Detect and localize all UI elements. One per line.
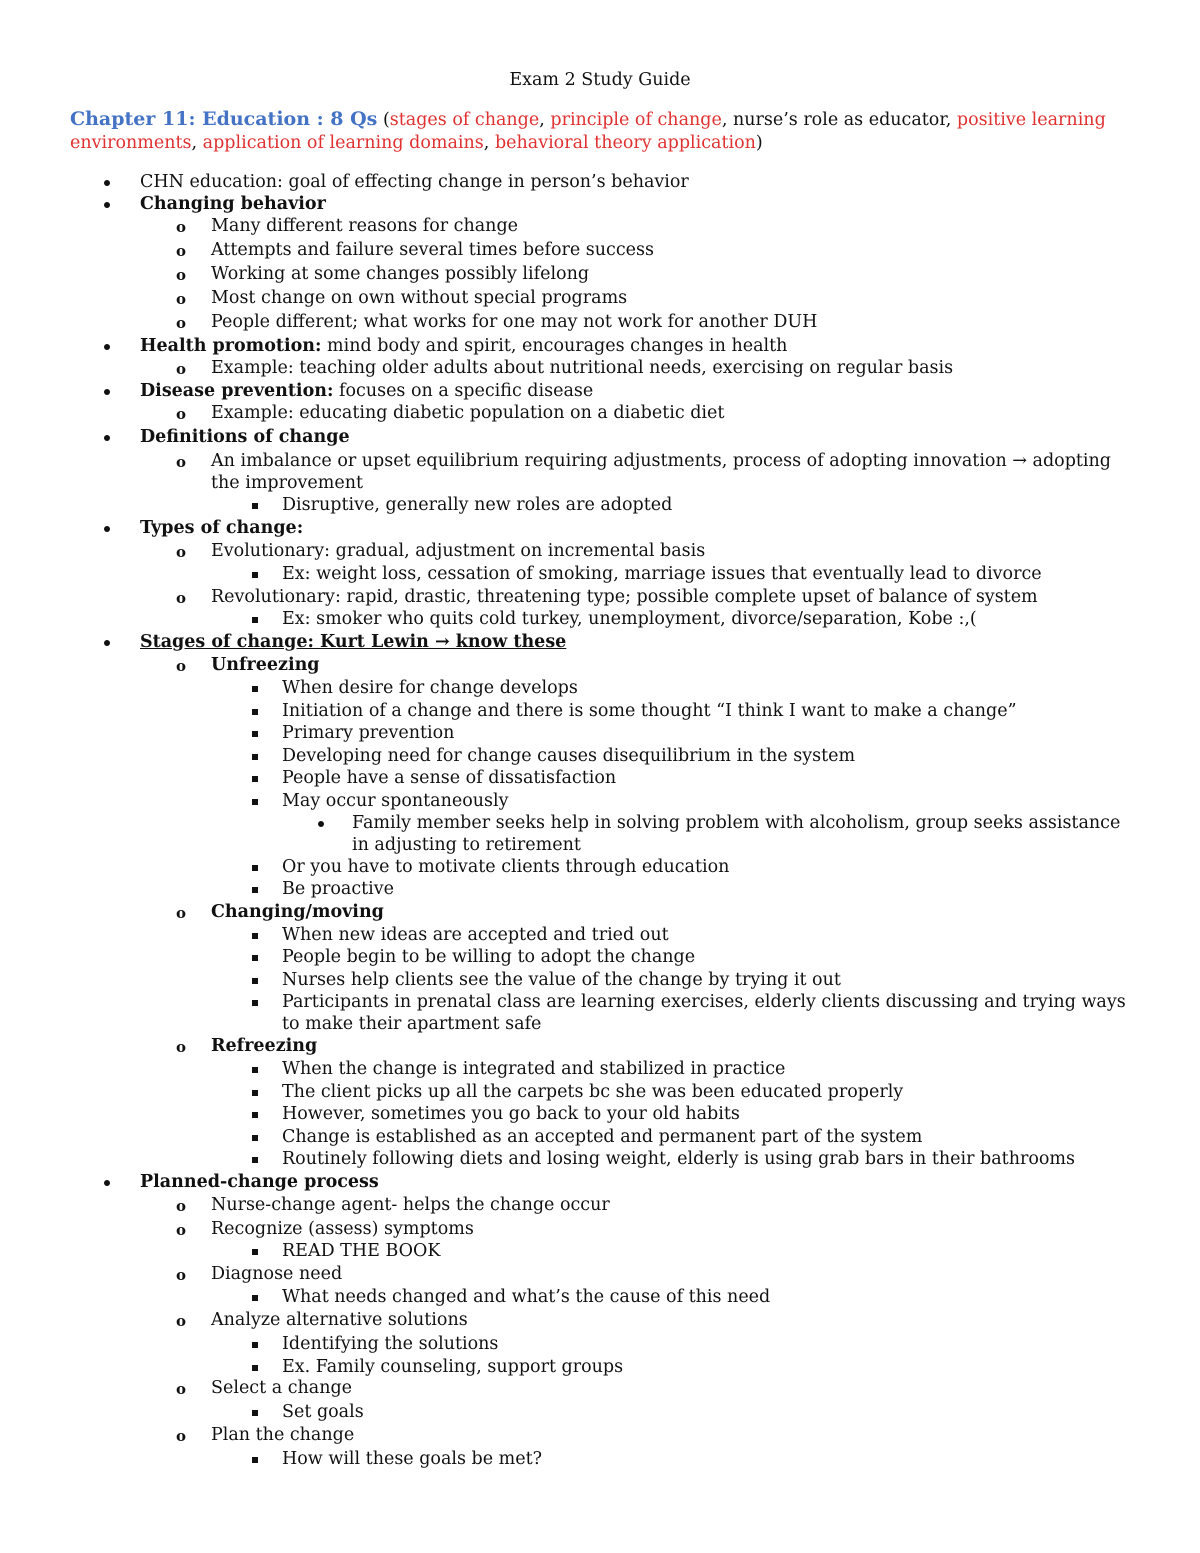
list-item: Example: teaching older adults about nutritional needs, exercising on regular basis [211, 358, 954, 378]
bullet-square [252, 609, 258, 631]
bullet-square [252, 768, 258, 790]
list-item: Attempts and failure several times before success [211, 240, 654, 260]
chapter-heading: Chapter 11: Education : 8 Qs [70, 108, 378, 130]
list-item: May occur spontaneously [282, 791, 509, 811]
definition-disease-prevention: focuses on a specific disease [333, 381, 594, 401]
bullet-square [252, 879, 258, 901]
bullet-square [252, 1449, 258, 1471]
list-item: Routinely following diets and losing weight, elderly is using grab bars in their bathrooms [282, 1149, 1075, 1169]
list-item: Identifying the solutions [282, 1334, 499, 1354]
bullet-o: o [176, 1266, 187, 1284]
topic-learning-domains: application of learning domains [202, 133, 484, 153]
bullet-o: o [176, 1427, 187, 1445]
list-item: Planned-change process [140, 1172, 379, 1192]
list-item: Select a change [211, 1378, 353, 1398]
list-item: Plan the change [211, 1425, 355, 1445]
list-item: Family member seeks help in solving problem with alcoholism, group seeks assistance in adjusting to retirement [352, 813, 1121, 855]
topic-sep-4: , [483, 133, 495, 153]
topic-behavioral-theory: behavioral theory application [494, 133, 756, 153]
bullet-o: o [176, 1038, 187, 1056]
bullet-square [252, 1334, 258, 1356]
bullet-square [252, 925, 258, 947]
list-item: Be proactive [282, 879, 394, 899]
bullet-o: o [176, 405, 187, 423]
list-item: Unfreezing [211, 655, 320, 675]
chapter-open-paren: ( [382, 110, 390, 130]
list-item: When new ideas are accepted and tried out [282, 925, 669, 945]
bullet-dot [104, 194, 110, 216]
bullet-o: o [176, 218, 187, 236]
list-item: Evolutionary: gradual, adjustment on incremental basis [211, 541, 706, 561]
term-disease-prevention: Disease prevention: [140, 381, 334, 401]
list-item: Ex: smoker who quits cold turkey, unemployment, divorce/separation, Kobe :,( [282, 609, 977, 629]
bullet-dot [104, 427, 110, 449]
bullet-dot [104, 172, 110, 194]
bullet-o: o [176, 1221, 187, 1239]
list-item: Refreezing [211, 1036, 318, 1056]
list-item: Example: educating diabetic population on a diabetic diet [211, 403, 725, 423]
bullet-square [252, 723, 258, 745]
bullet-dot [104, 336, 110, 358]
term-health-promotion: Health promotion: [140, 336, 322, 356]
bullet-dot [104, 1172, 110, 1194]
bullet-square [252, 495, 258, 517]
bullet-square [252, 678, 258, 700]
topic-principle-of-change: principle of change [550, 110, 722, 130]
bullet-o: o [176, 453, 187, 471]
bullet-square [252, 970, 258, 992]
chapter-heading-block [70, 108, 1130, 155]
bullet-o: o [176, 904, 187, 922]
bullet-square [252, 746, 258, 768]
list-item: Set goals [282, 1402, 364, 1422]
list-item: Many different reasons for change [211, 216, 519, 236]
topic-stages-of-change: stages of change [389, 110, 540, 130]
bullet-o: o [176, 1197, 187, 1215]
list-item: Primary prevention [282, 723, 455, 743]
bullet-o: o [176, 589, 187, 607]
bullet-square [252, 947, 258, 969]
list-item: An imbalance or upset equilibrium requiring adjustments, process of adopting innovation → adopting the improvement [211, 451, 1111, 493]
list-item [140, 335, 787, 357]
list-item: CHN education: goal of effecting change in person’s behavior [140, 172, 689, 192]
bullet-o: o [176, 314, 187, 332]
bullet-o: o [176, 290, 187, 308]
list-item: When desire for change develops [282, 678, 578, 698]
bullet-square [252, 1127, 258, 1149]
list-item: READ THE BOOK [282, 1241, 441, 1261]
list-item: Changing/moving [211, 902, 384, 922]
list-item: Disruptive, generally new roles are adopted [282, 495, 673, 515]
bullet-o: o [176, 266, 187, 284]
chapter-close-paren: ) [755, 133, 763, 153]
bullet-o: o [176, 360, 187, 378]
list-item: Most change on own without special programs [211, 288, 628, 308]
list-item: How will these goals be met? [282, 1449, 543, 1469]
bullet-square [252, 1149, 258, 1171]
bullet-o: o [176, 543, 187, 561]
bullet-square [252, 791, 258, 813]
bullet-square [252, 564, 258, 586]
list-item: Initiation of a change and there is some thought “I think I want to make a change” [282, 701, 1017, 721]
bullet-dot [104, 632, 110, 654]
bullet-o: o [176, 1380, 187, 1398]
list-item: Changing behavior [140, 194, 326, 214]
topic-positive-learning: positive learning environments [70, 110, 1106, 153]
section-heading-stages: Stages of change: Kurt Lewin → know these [140, 632, 567, 652]
list-item: Nurse-change agent- helps the change occur [211, 1195, 610, 1215]
list-item: People begin to be willing to adopt the change [282, 947, 696, 967]
bullet-o: o [176, 657, 187, 675]
list-item: Diagnose need [211, 1264, 343, 1284]
bullet-dot [104, 381, 110, 403]
list-item: Nurses help clients see the value of the change by trying it out [282, 970, 841, 990]
bullet-o: o [176, 1312, 187, 1330]
list-item: Types of change: [140, 518, 304, 538]
list-item: The client picks up all the carpets bc she was been educated properly [282, 1082, 904, 1102]
bullet-square [252, 1357, 258, 1379]
bullet-square [252, 701, 258, 723]
bullet-square [252, 857, 258, 879]
bullet-square [252, 1059, 258, 1081]
list-item: What needs changed and what’s the cause of this need [282, 1287, 771, 1307]
bullet-o: o [176, 242, 187, 260]
topic-sep-1: , [539, 110, 551, 130]
list-item: Analyze alternative solutions [211, 1310, 468, 1330]
bullet-dot [104, 518, 110, 540]
list-item: Developing need for change causes disequilibrium in the system [282, 746, 856, 766]
topic-nurse-role: , nurse’s role as educator, [721, 110, 957, 130]
list-item: Recognize (assess) symptoms [211, 1219, 474, 1239]
list-item: Working at some changes possibly lifelong [211, 264, 590, 284]
list-item: Ex. Family counseling, support groups [282, 1357, 624, 1377]
document-title: Exam 2 Study Guide [509, 70, 691, 90]
bullet-square [252, 1402, 258, 1424]
list-item: Change is established as an accepted and permanent part of the system [282, 1127, 923, 1147]
bullet-square [252, 1241, 258, 1263]
list-item: Revolutionary: rapid, drastic, threatening type; possible complete upset of balance of system [211, 587, 1038, 607]
list-item: Participants in prenatal class are learning exercises, elderly clients discussing and trying ways to make their apartment safe [282, 992, 1126, 1034]
bullet-square [252, 1104, 258, 1126]
topic-sep-3: , [191, 133, 203, 153]
list-item: Definitions of change [140, 427, 350, 447]
list-item: When the change is integrated and stabilized in practice [282, 1059, 786, 1079]
list-item: People have a sense of dissatisfaction [282, 768, 617, 788]
list-item [140, 380, 593, 402]
list-item: Ex: weight loss, cessation of smoking, marriage issues that eventually lead to divorce [282, 564, 1042, 584]
list-item: Or you have to motivate clients through education [282, 857, 730, 877]
bullet-square [252, 1082, 258, 1104]
bullet-dot [318, 813, 324, 835]
bullet-square [252, 1287, 258, 1309]
list-item: However, sometimes you go back to your old habits [282, 1104, 740, 1124]
bullet-square [252, 992, 258, 1014]
list-item: People different; what works for one may not work for another DUH [211, 312, 818, 332]
definition-health-promotion: mind body and spirit, encourages changes in health [321, 336, 788, 356]
